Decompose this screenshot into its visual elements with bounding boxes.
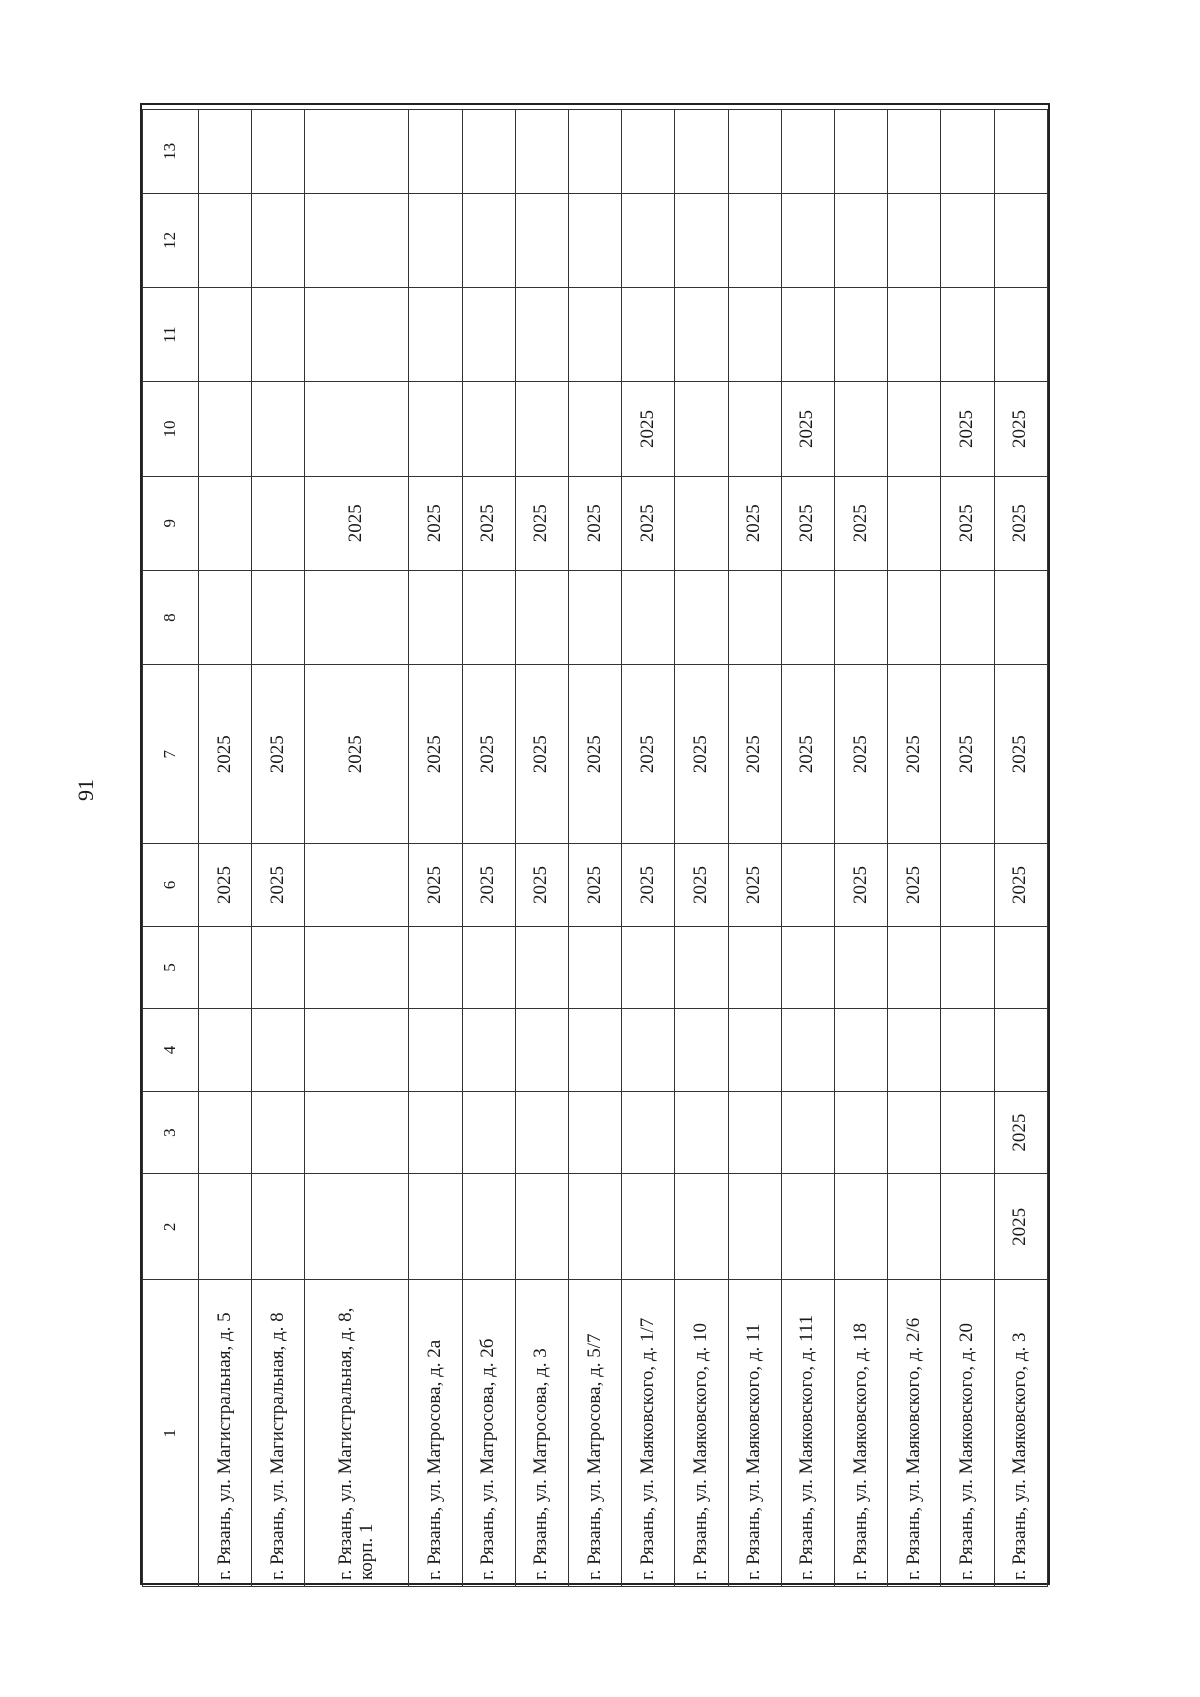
year-cell [835,382,888,476]
year-cell [515,1174,568,1280]
year-cell [622,1009,675,1092]
year-cell [515,193,568,287]
year-cell [675,110,728,194]
column-number-header: 12 [143,193,199,287]
year-cell [941,110,994,194]
year-cell: 2025 [888,844,941,927]
year-cell [888,926,941,1009]
column-number-header: 7 [143,665,199,844]
year-cell [675,1009,728,1092]
year-cell: 2025 [888,665,941,844]
year-cell: 2025 [994,476,1047,570]
year-cell [941,926,994,1009]
column-number-header: 5 [143,926,199,1009]
column-number-header: 4 [143,1009,199,1092]
year-cell [728,110,781,194]
year-cell [675,476,728,570]
address-cell: г. Рязань, ул. Маяковского, д. 18 [835,1280,888,1587]
year-cell: 2025 [569,844,622,927]
year-cell [252,926,305,1009]
year-cell [888,1009,941,1092]
year-cell [305,382,409,476]
year-cell: 2025 [199,665,252,844]
address-cell: г. Рязань, ул. Маяковского, д. 10 [675,1280,728,1587]
table-row [252,110,305,1587]
year-cell [462,926,515,1009]
year-cell [305,1091,409,1174]
year-cell [994,570,1047,664]
year-cell: 2025 [728,665,781,844]
year-cell [515,382,568,476]
year-cell: 2025 [515,476,568,570]
table-row [888,110,941,1587]
column-number-header: 8 [143,570,199,664]
year-cell [781,844,834,927]
year-cell [675,287,728,381]
year-cell [835,1091,888,1174]
year-cell: 2025 [462,844,515,927]
year-cell [728,926,781,1009]
year-cell: 2025 [728,844,781,927]
year-cell: 2025 [622,382,675,476]
year-cell [462,570,515,664]
year-cell: 2025 [781,665,834,844]
year-cell [199,1009,252,1092]
column-number-header: 9 [143,476,199,570]
year-cell [199,110,252,194]
year-cell [941,844,994,927]
table-row [515,110,568,1587]
year-cell [835,570,888,664]
year-cell: 2025 [252,665,305,844]
address-cell: г. Рязань, ул. Магистральная, д. 8, корп. 1 [305,1280,409,1587]
schedule-table [142,109,1048,1587]
table-row [569,110,622,1587]
year-cell [569,193,622,287]
year-cell: 2025 [781,476,834,570]
year-cell [994,926,1047,1009]
address-cell: г. Рязань, ул. Матросова, д. 5/7 [569,1280,622,1587]
column-number-header: 3 [143,1091,199,1174]
year-cell [835,193,888,287]
year-cell [409,1009,462,1092]
year-cell: 2025 [941,382,994,476]
year-cell [462,110,515,194]
year-cell [199,926,252,1009]
year-cell [569,1009,622,1092]
table-row [305,110,409,1587]
year-cell [728,570,781,664]
table-row [675,110,728,1587]
year-cell [888,193,941,287]
year-cell [622,110,675,194]
year-cell [675,1091,728,1174]
address-cell: г. Рязань, ул. Маяковского, д. 111 [781,1280,834,1587]
column-number-header: 2 [143,1174,199,1280]
year-cell [675,926,728,1009]
year-cell [675,1174,728,1280]
year-cell: 2025 [994,665,1047,844]
table-row [781,110,834,1587]
year-cell: 2025 [569,476,622,570]
year-cell [252,1174,305,1280]
year-cell [994,110,1047,194]
year-cell: 2025 [409,665,462,844]
year-cell [199,193,252,287]
year-cell [409,110,462,194]
year-cell [409,1174,462,1280]
year-cell [305,844,409,927]
address-cell: г. Рязань, ул. Матросова, д. 2б [462,1280,515,1587]
year-cell [728,1174,781,1280]
year-cell [569,1091,622,1174]
address-cell: г. Рязань, ул. Маяковского, д. 3 [994,1280,1047,1587]
table-row [409,110,462,1587]
year-cell [835,110,888,194]
year-cell [994,287,1047,381]
year-cell [994,1009,1047,1092]
address-cell: г. Рязань, ул. Маяковского, д. 20 [941,1280,994,1587]
year-cell [409,570,462,664]
year-cell: 2025 [622,665,675,844]
year-cell [675,570,728,664]
year-cell [888,287,941,381]
table-row [728,110,781,1587]
year-cell [781,1091,834,1174]
year-cell [835,287,888,381]
year-cell [252,570,305,664]
table-row [199,110,252,1587]
year-cell [888,1174,941,1280]
year-cell [199,570,252,664]
year-cell [835,926,888,1009]
year-cell [252,193,305,287]
year-cell: 2025 [305,476,409,570]
year-cell [941,1009,994,1092]
year-cell [252,382,305,476]
year-cell [199,1174,252,1280]
year-cell [728,382,781,476]
year-cell: 2025 [994,382,1047,476]
year-cell: 2025 [941,476,994,570]
year-cell [515,926,568,1009]
year-cell [305,193,409,287]
year-cell [569,926,622,1009]
year-cell [252,1009,305,1092]
year-cell: 2025 [994,844,1047,927]
year-cell [252,287,305,381]
year-cell [462,1009,515,1092]
column-number-header: 10 [143,382,199,476]
year-cell: 2025 [199,844,252,927]
year-cell: 2025 [409,844,462,927]
column-number-header: 6 [143,844,199,927]
year-cell [675,193,728,287]
year-cell [569,382,622,476]
address-cell: г. Рязань, ул. Маяковского, д. 1/7 [622,1280,675,1587]
address-cell: г. Рязань, ул. Магистральная, д. 5 [199,1280,252,1587]
year-cell [569,570,622,664]
year-cell [728,287,781,381]
year-cell [781,287,834,381]
address-cell: г. Рязань, ул. Матросова, д. 2а [409,1280,462,1587]
year-cell [252,476,305,570]
year-cell: 2025 [835,844,888,927]
year-cell [622,287,675,381]
year-cell [305,570,409,664]
year-cell: 2025 [835,476,888,570]
year-cell [515,1009,568,1092]
year-cell [252,110,305,194]
year-cell: 2025 [941,665,994,844]
year-cell [941,1174,994,1280]
year-cell [462,1174,515,1280]
year-cell [994,193,1047,287]
year-cell [305,287,409,381]
year-cell [941,570,994,664]
table-row [835,110,888,1587]
year-cell [781,570,834,664]
table-row [941,110,994,1587]
year-cell [835,1009,888,1092]
year-cell [888,476,941,570]
year-cell [462,1091,515,1174]
year-cell [888,1091,941,1174]
year-cell: 2025 [622,476,675,570]
year-cell: 2025 [675,844,728,927]
year-cell [781,1174,834,1280]
year-cell [409,926,462,1009]
year-cell [199,1091,252,1174]
year-cell [622,193,675,287]
year-cell [305,1174,409,1280]
year-cell: 2025 [675,665,728,844]
year-cell [941,287,994,381]
year-cell: 2025 [728,476,781,570]
year-cell [728,193,781,287]
table-row [994,110,1047,1587]
year-cell: 2025 [569,665,622,844]
year-cell: 2025 [622,844,675,927]
year-cell: 2025 [835,665,888,844]
year-cell [462,382,515,476]
year-cell [781,193,834,287]
year-cell [622,1091,675,1174]
table-row [462,110,515,1587]
year-cell [569,110,622,194]
year-cell [622,1174,675,1280]
address-cell: г. Рязань, ул. Маяковского, д. 11 [728,1280,781,1587]
year-cell [888,382,941,476]
column-number-header: 1 [143,1280,199,1587]
year-cell: 2025 [994,1091,1047,1174]
year-cell [675,382,728,476]
year-cell [409,1091,462,1174]
year-cell: 2025 [515,844,568,927]
year-cell: 2025 [305,665,409,844]
year-cell [941,193,994,287]
year-cell [199,476,252,570]
year-cell [622,926,675,1009]
year-cell [515,110,568,194]
year-cell [835,1174,888,1280]
year-cell [515,570,568,664]
column-number-header: 13 [143,110,199,194]
year-cell: 2025 [462,476,515,570]
year-cell: 2025 [409,476,462,570]
year-cell [305,1009,409,1092]
year-cell: 2025 [252,844,305,927]
year-cell [569,287,622,381]
year-cell [569,1174,622,1280]
year-cell [622,570,675,664]
year-cell [728,1091,781,1174]
table-row [622,110,675,1587]
year-cell [781,110,834,194]
year-cell [462,193,515,287]
year-cell [515,1091,568,1174]
year-cell [781,926,834,1009]
address-cell: г. Рязань, ул. Маяковского, д. 2/6 [888,1280,941,1587]
year-cell: 2025 [515,665,568,844]
address-cell: г. Рязань, ул. Магистральная, д. 8 [252,1280,305,1587]
year-cell [409,193,462,287]
year-cell [409,382,462,476]
year-cell: 2025 [994,1174,1047,1280]
year-cell [515,287,568,381]
year-cell [305,926,409,1009]
header-row [143,110,199,1587]
year-cell [781,1009,834,1092]
year-cell [409,287,462,381]
year-cell [888,570,941,664]
column-number-header: 11 [143,287,199,381]
year-cell [252,1091,305,1174]
year-cell: 2025 [781,382,834,476]
year-cell [199,382,252,476]
year-cell: 2025 [462,665,515,844]
schedule-table-frame [140,103,1050,1585]
year-cell [462,287,515,381]
page-number: 91 [73,779,98,801]
address-cell: г. Рязань, ул. Матросова, д. 3 [515,1280,568,1587]
year-cell [888,110,941,194]
year-cell [199,287,252,381]
year-cell [941,1091,994,1174]
year-cell [305,110,409,194]
year-cell [728,1009,781,1092]
